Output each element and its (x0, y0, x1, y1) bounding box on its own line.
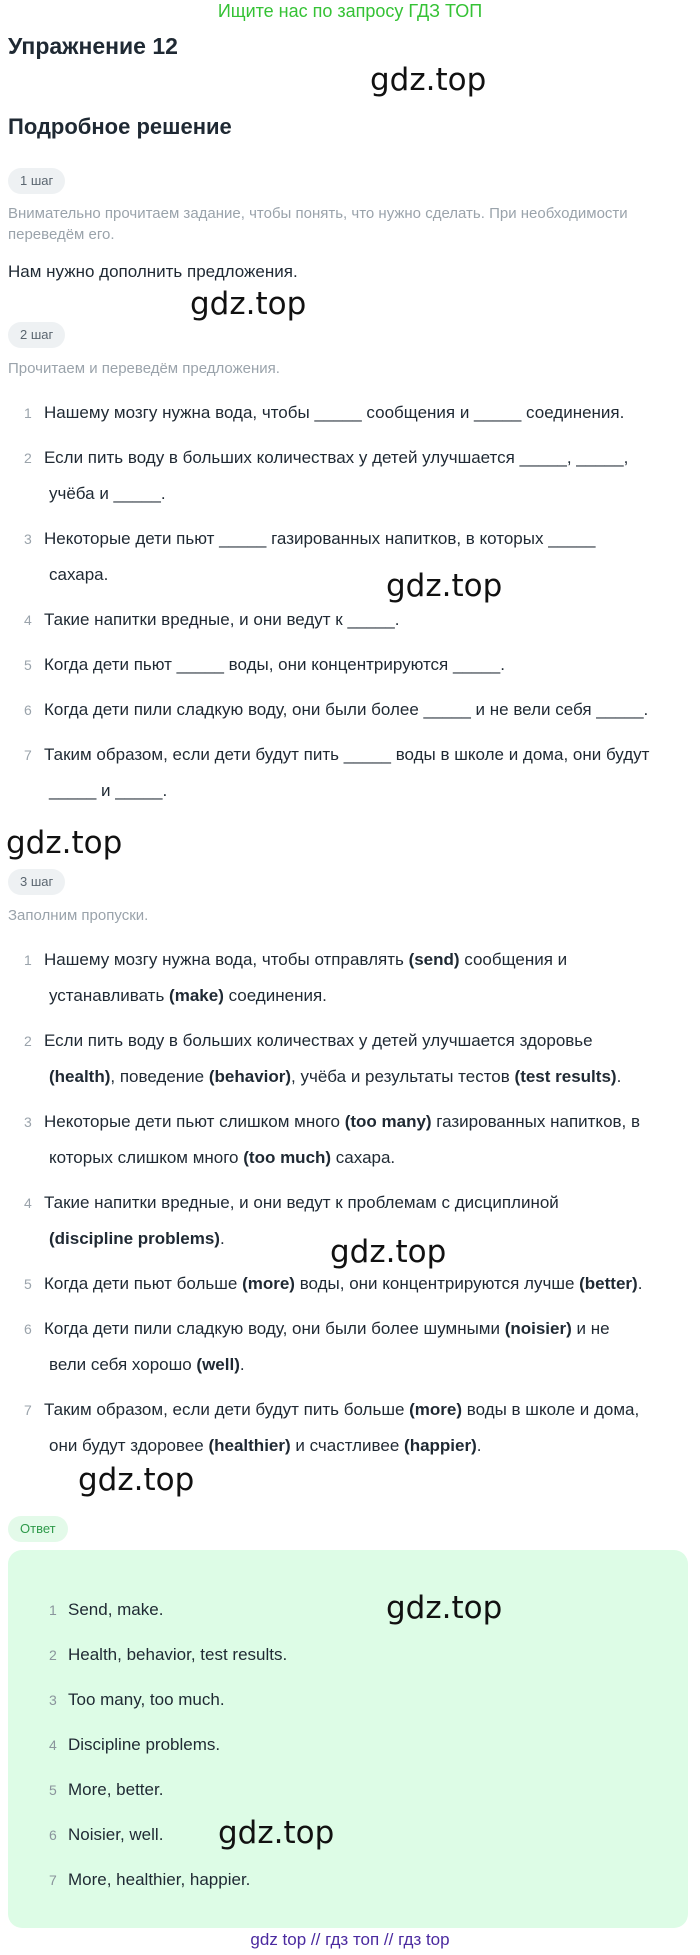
footer-links: gdz top // гдз топ // гдз top (250, 1930, 450, 1949)
exercise-title: Упражнение 12 (8, 33, 178, 59)
sentence-line (44, 1112, 640, 1132)
watermark: gdz.top (386, 1590, 503, 1626)
sentence-line: Когда дети пьют _____ воды, они концентрируются _____. (44, 655, 505, 674)
sentence-line (49, 1148, 395, 1168)
sentence-text: Такие напитки вредные, и они ведут к проблемам с дисциплиной (44, 1193, 559, 1212)
step-3-badge: 3 шаг (8, 869, 65, 895)
answer-word: (discipline problems) (49, 1229, 220, 1248)
answer-word: (too much) (243, 1148, 332, 1167)
sentence-line: Когда дети пили сладкую воду, они были более _____ и не вели себя _____. (44, 700, 649, 719)
answer-word: (too many) (344, 1112, 432, 1131)
answer-word: (more) (409, 1400, 463, 1419)
sentence-line (49, 1355, 245, 1375)
item-number: 3 (24, 531, 32, 547)
answer-number: 2 (49, 1647, 57, 1663)
answer-text: More, better. (68, 1780, 164, 1799)
sentence-line: Нашему мозгу нужна вода, чтобы _____ сообщения и _____ соединения. (44, 403, 625, 422)
item-number: 5 (24, 657, 32, 673)
watermark: gdz.top (78, 1462, 195, 1498)
sentence-text: . (239, 1355, 245, 1374)
answer-word: (happier) (404, 1436, 477, 1455)
sentence-line: учёба и _____. (49, 484, 166, 503)
sentence-text: вели себя хорошо (49, 1355, 197, 1374)
sentence-text: Нашему мозгу нужна вода, чтобы отправлять (44, 950, 409, 969)
answer-word: (health) (49, 1067, 111, 1086)
sentence-line (44, 1274, 642, 1294)
item-number: 3 (24, 1114, 32, 1130)
section-title: Подробное решение (8, 114, 232, 139)
step-2-note: Прочитаем и переведём предложения. (8, 360, 280, 377)
item-number: 1 (24, 952, 32, 968)
sentence-text: сообщения и (459, 950, 568, 969)
step-1-note: Внимательно прочитаем задание, чтобы понять, что нужно сделать. При необходимости переведём его. (8, 205, 628, 243)
sentence-text: воды в школе и дома, (462, 1400, 640, 1419)
sentence-text: Таким образом, если дети будут пить больше (44, 1400, 410, 1419)
sentence-line: сахара. (49, 565, 109, 584)
sentence-text: воды, они концентрируются лучше (294, 1274, 580, 1293)
answer-number: 3 (49, 1692, 57, 1708)
sentence-text: сахара. (331, 1148, 396, 1167)
sentence-text: . (616, 1067, 622, 1086)
item-number: 6 (24, 702, 32, 718)
sentence-text: Когда дети пили сладкую воду, они были более шумными (44, 1319, 505, 1338)
sentence-text: и не (571, 1319, 610, 1338)
step-2-badge: 2 шаг (8, 322, 65, 348)
answer-word: (noisier) (504, 1319, 572, 1338)
answer-text: Too many, too much. (68, 1690, 225, 1709)
sentence-line (49, 986, 327, 1006)
sentence-line (49, 1436, 482, 1456)
sentence-text: , учёба и результаты тестов (291, 1067, 515, 1086)
item-number: 7 (24, 1402, 32, 1418)
answer-text: Send, make. (68, 1600, 164, 1619)
answer-word: (test results) (514, 1067, 617, 1086)
sentence-line: Такие напитки вредные, и они ведут к _____. (44, 610, 400, 629)
sentence-text: которых слишком много (49, 1148, 244, 1167)
sentence-text: Некоторые дети пьют слишком много (44, 1112, 345, 1131)
sentence-text: . (476, 1436, 482, 1455)
sentence-text: устанавливать (49, 986, 170, 1005)
item-number: 1 (24, 405, 32, 421)
watermark: gdz.top (218, 1815, 335, 1851)
sentence-line (44, 1193, 559, 1213)
sentence-line (44, 1319, 610, 1339)
sentence-text: и счастливее (290, 1436, 405, 1455)
item-number: 4 (24, 612, 32, 628)
answer-text: Noisier, well. (68, 1825, 164, 1844)
step-1-badge: 1 шаг (8, 168, 65, 194)
sentence-line (44, 950, 567, 970)
sentence-line (44, 1031, 593, 1051)
sentence-line: Таким образом, если дети будут пить _____ воды в школе и дома, они будут (44, 745, 650, 764)
sentence-text: . (219, 1229, 225, 1248)
watermark: gdz.top (6, 825, 123, 861)
sentence-text: Когда дети пьют больше (44, 1274, 243, 1293)
sentence-text: Если пить воду в больших количествах у детей улучшается здоровье (44, 1031, 593, 1050)
answer-word: (healthier) (208, 1436, 291, 1455)
item-number: 2 (24, 450, 32, 466)
watermark: gdz.top (190, 286, 307, 322)
answer-word: (more) (242, 1274, 295, 1293)
item-number: 6 (24, 1321, 32, 1337)
answer-text: More, healthier, happier. (68, 1870, 251, 1889)
answer-number: 4 (49, 1737, 57, 1753)
step-1-text: Нам нужно дополнить предложения. (8, 262, 298, 281)
watermark: gdz.top (370, 62, 487, 98)
sentence-line: _____ и _____. (49, 781, 168, 800)
answer-number: 5 (49, 1782, 57, 1798)
search-hint-banner: Ищите нас по запросу ГДЗ ТОП (217, 1, 483, 21)
answer-badge: Ответ (8, 1516, 68, 1542)
answer-word: (make) (169, 986, 224, 1005)
answer-word: (behavior) (208, 1067, 292, 1086)
sentence-line (49, 1067, 621, 1087)
watermark: gdz.top (386, 568, 503, 604)
sentence-text: газированных напитков, в (431, 1112, 641, 1131)
answer-word: (well) (196, 1355, 240, 1374)
answer-number: 7 (49, 1872, 57, 1888)
answer-number: 6 (49, 1827, 57, 1843)
item-number: 5 (24, 1276, 32, 1292)
watermark: gdz.top (330, 1234, 447, 1270)
answer-text: Discipline problems. (68, 1735, 221, 1754)
sentence-text: . (637, 1274, 643, 1293)
item-number: 7 (24, 747, 32, 763)
answer-number: 1 (49, 1602, 57, 1618)
sentence-line (44, 1400, 639, 1420)
sentence-line (49, 1229, 225, 1249)
sentence-line: Если пить воду в больших количествах у детей улучшается _____, _____, (44, 448, 629, 467)
sentence-line: Некоторые дети пьют _____ газированных напитков, в которых _____ (44, 529, 596, 548)
item-number: 2 (24, 1033, 32, 1049)
sentence-text: они будут здоровее (49, 1436, 209, 1455)
sentence-text: соединения. (223, 986, 327, 1005)
step-3-note: Заполним пропуски. (8, 907, 149, 924)
sentence-text: , поведение (110, 1067, 209, 1086)
item-number: 4 (24, 1195, 32, 1211)
answer-word: (better) (579, 1274, 638, 1293)
answer-word: (send) (408, 950, 460, 969)
answer-text: Health, behavior, test results. (68, 1645, 288, 1664)
